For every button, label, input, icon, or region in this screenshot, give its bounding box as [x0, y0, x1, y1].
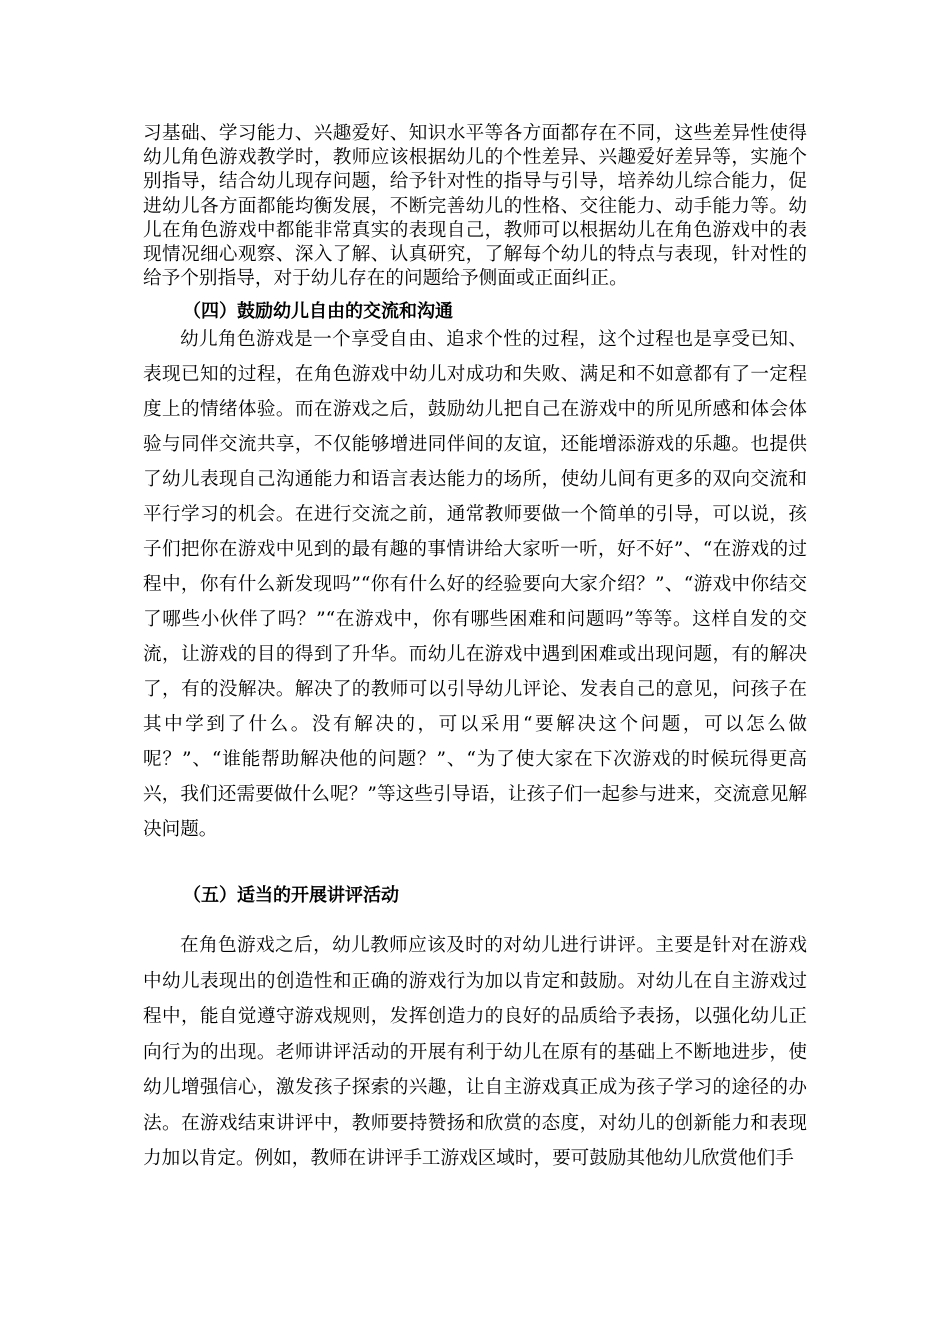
paragraph-continued: 习基础、学习能力、兴趣爱好、知识水平等各方面都存在不同，这些差异性使得幼儿角色游戏教学时，教师应该根据幼儿的个性差异、兴趣爱好差异等，实施个别指导，结合幼儿现存问题，给予针对性的指导与引导，培养幼儿综合能力，促进幼儿各方面都能均衡发展，不断完善幼儿的性格、交往能力、动手能力等。幼儿在角色游戏中都能非常真实的表现自己，教师可以根据幼儿在角色游戏中的表现情况细心观察、深入了解、认真研究，了解每个幼儿的特点与表现，针对性的给予个别指导，对于幼儿存在的问题给予侧面或正面纠正。 — [143, 123, 807, 290]
section-heading-4: （四）鼓励幼儿自由的交流和沟通 — [183, 301, 453, 322]
paragraph-section-5: 在角色游戏之后，幼儿教师应该及时的对幼儿进行讲评。主要是针对在游戏中幼儿表现出的创造性和正确的游戏行为加以肯定和鼓励。对幼儿在自主游戏过程中，能自觉遵守游戏规则，发挥创造力的良好的品质给予表扬，以强化幼儿正向行为的出现。老师讲评活动的开展有利于幼儿在原有的基础上不断地进步，使幼儿增强信心，激发孩子探索的兴趣，让自主游戏真正成为孩子学习的途径的办法。在游戏结束讲评中，教师要持赞扬和欣赏的态度，对幼儿的创新能力和表现力加以肯定。例如，教师在讲评手工游戏区域时，要可鼓励其他幼儿欣赏他们手 — [143, 935, 807, 1169]
paragraph-section-4: 幼儿角色游戏是一个享受自由、追求个性的过程，这个过程也是享受已知、表现已知的过程，在角色游戏中幼儿对成功和失败、满足和不如意都有了一定程度上的情绪体验。而在游戏之后，鼓励幼儿把自己在游戏中的所见所感和体会体验与同伴交流共享，不仅能够增进同伴间的友谊，还能增添游戏的乐趣。也提供了幼儿表现自己沟通能力和语言表达能力的场所，使幼儿间有更多的双向交流和平行学习的机会。在进行交流之前，通常教师要做一个简单的引导，可以说，孩子们把你在游戏中见到的最有趣的事情讲给大家听一听，好不好”、“在游戏的过程中，你有什么新发现吗”“你有什么好的经验要向大家介绍？”、“游戏中你结交了哪些小伙伴了吗？”“在游戏中，你有哪些困难和问题吗”等等。这样自发的交流，让游戏的目的得到了升华。而幼儿在游戏中遇到困难或出现问题，有的解决了，有的没解决。解决了的教师可以引导幼儿评论、发表自己的意见，问孩子在其中学到了什么。没有解决的，可以采用“要解决这个问题，可以怎么做呢？”、“谁能帮助解决他的问题？”、“为了使大家在下次游戏的时候玩得更高兴，我们还需要做什么呢？”等这些引导语，让孩子们一起参与进来，交流意见解决问题。 — [143, 329, 807, 840]
section-heading-5: （五）适当的开展讲评活动 — [183, 885, 399, 906]
